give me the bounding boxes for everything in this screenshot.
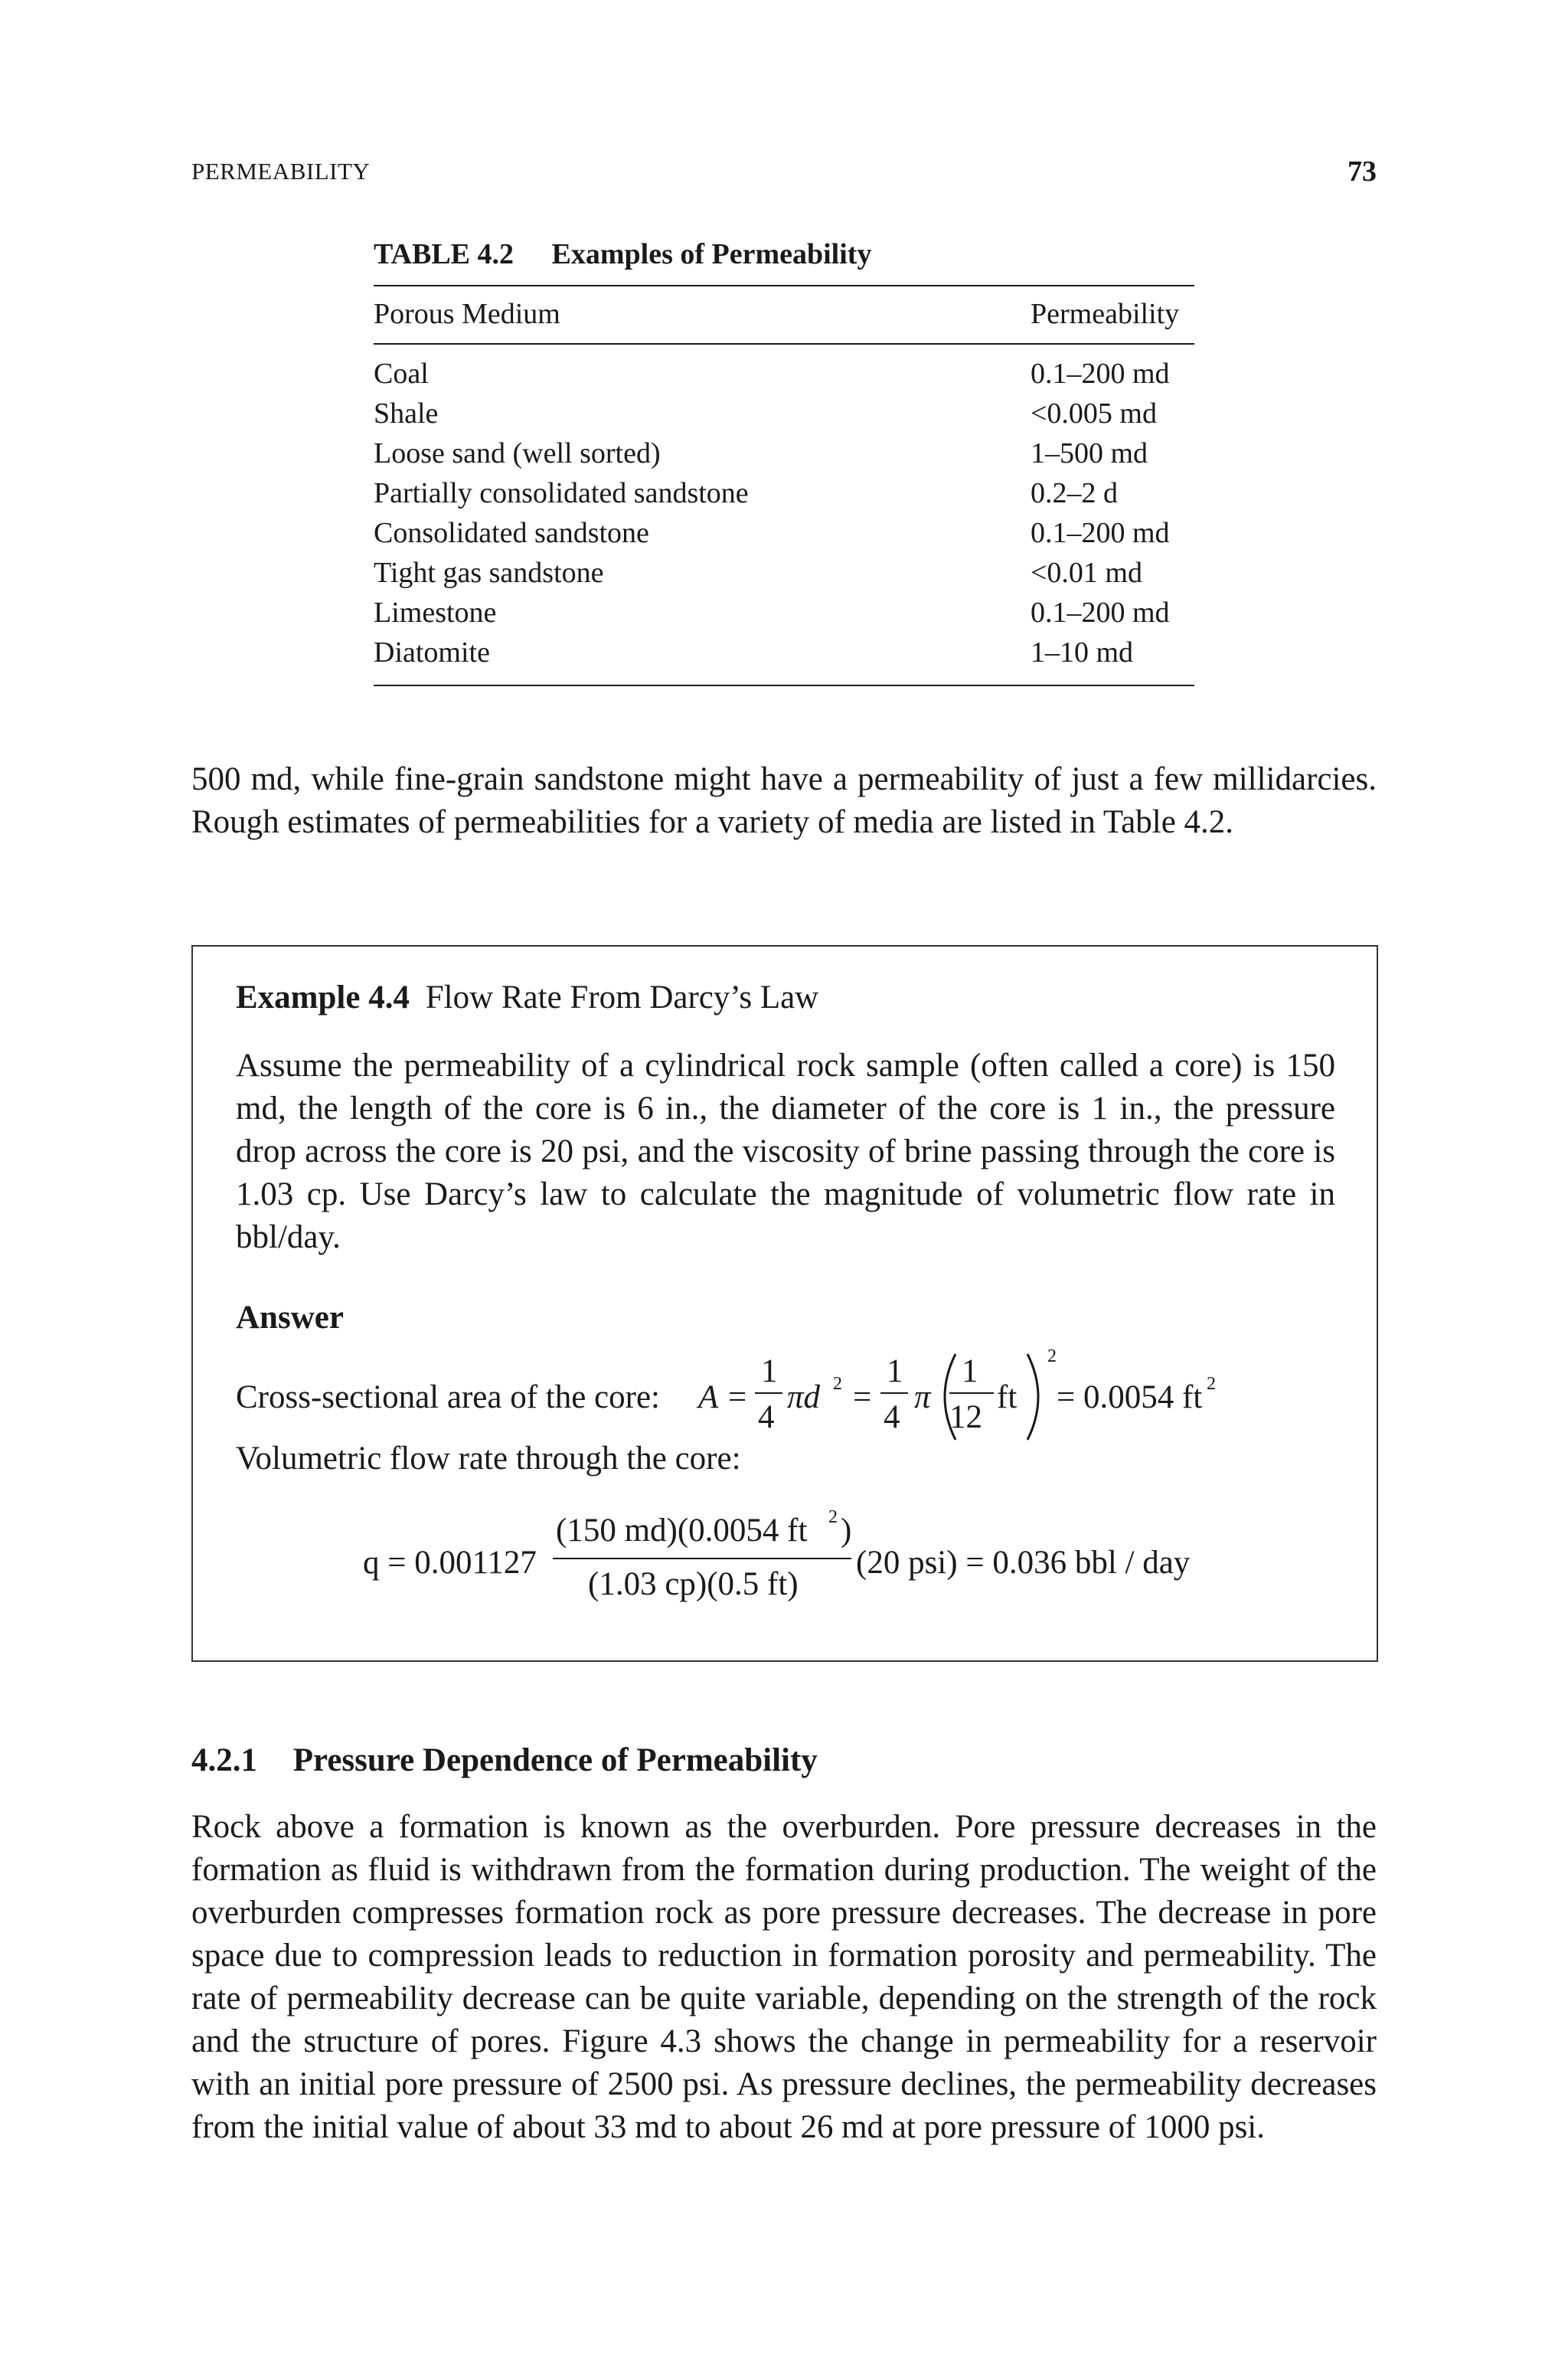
area-pi: π [914, 1379, 931, 1415]
table-cell-permeability: 1–500 md [1031, 437, 1148, 469]
section-paragraph [191, 1806, 1377, 2149]
area-frac3-den: 12 [949, 1399, 982, 1435]
flow-num-sq: 2 [828, 1507, 838, 1527]
area-lhs: A = [698, 1379, 749, 1415]
flow-label: Volumetric flow rate through the core: [236, 1441, 741, 1477]
example-title [236, 979, 818, 1016]
paragraph-text: 500 md, while fine-grain sandstone might have a permeability of just a few millidarcies. Rough estimates of permeabilities for a variety of media are listed in Table 4.2. [191, 761, 1377, 840]
flow-tail: (20 psi) = 0.036 bbl / day [856, 1545, 1191, 1581]
table-cell-permeability: 0.2–2 d [1031, 477, 1118, 509]
section-heading [191, 1742, 818, 1779]
table-cell-permeability: 1–10 md [1031, 636, 1134, 669]
flow-lhs: q = 0.001127 [363, 1545, 537, 1581]
area-frac2-den: 4 [884, 1399, 900, 1435]
flow-denominator: (1.03 cp)(0.5 ft) [588, 1566, 799, 1602]
area-frac-den: 4 [758, 1399, 775, 1435]
flow-frac-bar [553, 1558, 851, 1559]
area-frac2-bar [880, 1392, 908, 1394]
table-cell-medium: Coal [374, 358, 429, 390]
table-cell-permeability: <0.01 md [1031, 557, 1142, 589]
table-cell-medium: Consolidated sandstone [374, 517, 649, 549]
table-cell-medium: Limestone [374, 597, 497, 629]
table-cell-permeability: 0.1–200 md [1031, 597, 1170, 629]
area-label: Cross-sectional area of the core: [236, 1379, 660, 1415]
area-sq: 2 [833, 1374, 842, 1394]
area-frac-bar [755, 1392, 782, 1394]
table-caption [374, 237, 871, 271]
area-frac-num: 1 [761, 1353, 778, 1389]
section-title: Pressure Dependence of Permeability [292, 1742, 818, 1778]
example-label: Example 4.4 [236, 980, 410, 1016]
table-cell-permeability: 0.1–200 md [1031, 517, 1170, 549]
area-paren-sq: 2 [1047, 1346, 1057, 1366]
area-frac2-num: 1 [887, 1353, 903, 1389]
running-header: PERMEABILITY [191, 158, 371, 185]
table-cell-medium: Tight gas sandstone [374, 557, 604, 589]
section-paragraph-text: Rock above a formation is known as the overburden. Pore pressure decreases in the formation as fluid is withdrawn from the formation during production. The weight of the overburden compresses formation rock as pore pressure decreases. The decrease in pore space due to compression leads to reduction in formation porosity and permeability. The rate of permeability decrease can be quite variable, depending on the strength of the rock and the structure of pores. Figure 4.3 shows the change in permeability for a reservoir with an initial pore pressure of 2500 psi. As pressure declines, the permeability decreases from the initial value of about 33 md to about 26 md at pore pressure of 1000 psi. [191, 1809, 1377, 2145]
area-frac3-num: 1 [962, 1353, 978, 1389]
example-body: Assume the permeability of a cylindrical rock sample (often called a core) is 150 md, the length of the core is 6 in., the diameter of the core is 1 in., the pressure drop across the core is 20 psi, and the viscosity of brine passing through the core is 1.03 cp. Use Darcy’s law to calculate the magnitude of volumetric flow rate in bbl/day. [236, 1048, 1335, 1255]
table-cell-medium: Diatomite [374, 636, 490, 669]
table-cell-permeability: 0.1–200 md [1031, 358, 1170, 390]
body-paragraph [191, 758, 1377, 844]
area-result-sq: 2 [1207, 1374, 1216, 1394]
area-pi-d: πd [787, 1379, 821, 1415]
table-cell-medium: Loose sand (well sorted) [374, 437, 661, 469]
table-cell-permeability: <0.005 md [1031, 397, 1157, 430]
flow-num-close: ) [841, 1513, 852, 1549]
table-header-rule [374, 343, 1194, 345]
flow-numerator: (150 md)(0.0054 ft [556, 1513, 808, 1549]
table-top-rule [374, 285, 1194, 286]
area-ft: ft [997, 1379, 1018, 1415]
page-number: 73 [1348, 155, 1377, 188]
table-header-permeability: Permeability [1031, 298, 1180, 330]
table-header-medium: Porous Medium [374, 298, 560, 330]
table-cell-medium: Shale [374, 397, 439, 430]
table-cell-medium: Partially consolidated sandstone [374, 477, 749, 509]
table-label: TABLE 4.2 [374, 238, 514, 270]
section-number: 4.2.1 [191, 1742, 257, 1778]
area-frac3-bar [949, 1392, 994, 1394]
table-title: Examples of Permeability [551, 238, 872, 270]
answer-heading: Answer [236, 1300, 344, 1336]
area-result: = 0.0054 ft [1057, 1379, 1203, 1415]
table-bottom-rule [374, 685, 1194, 686]
example-heading: Flow Rate From Darcy’s Law [425, 980, 819, 1016]
area-eq-sign: = [853, 1379, 872, 1415]
